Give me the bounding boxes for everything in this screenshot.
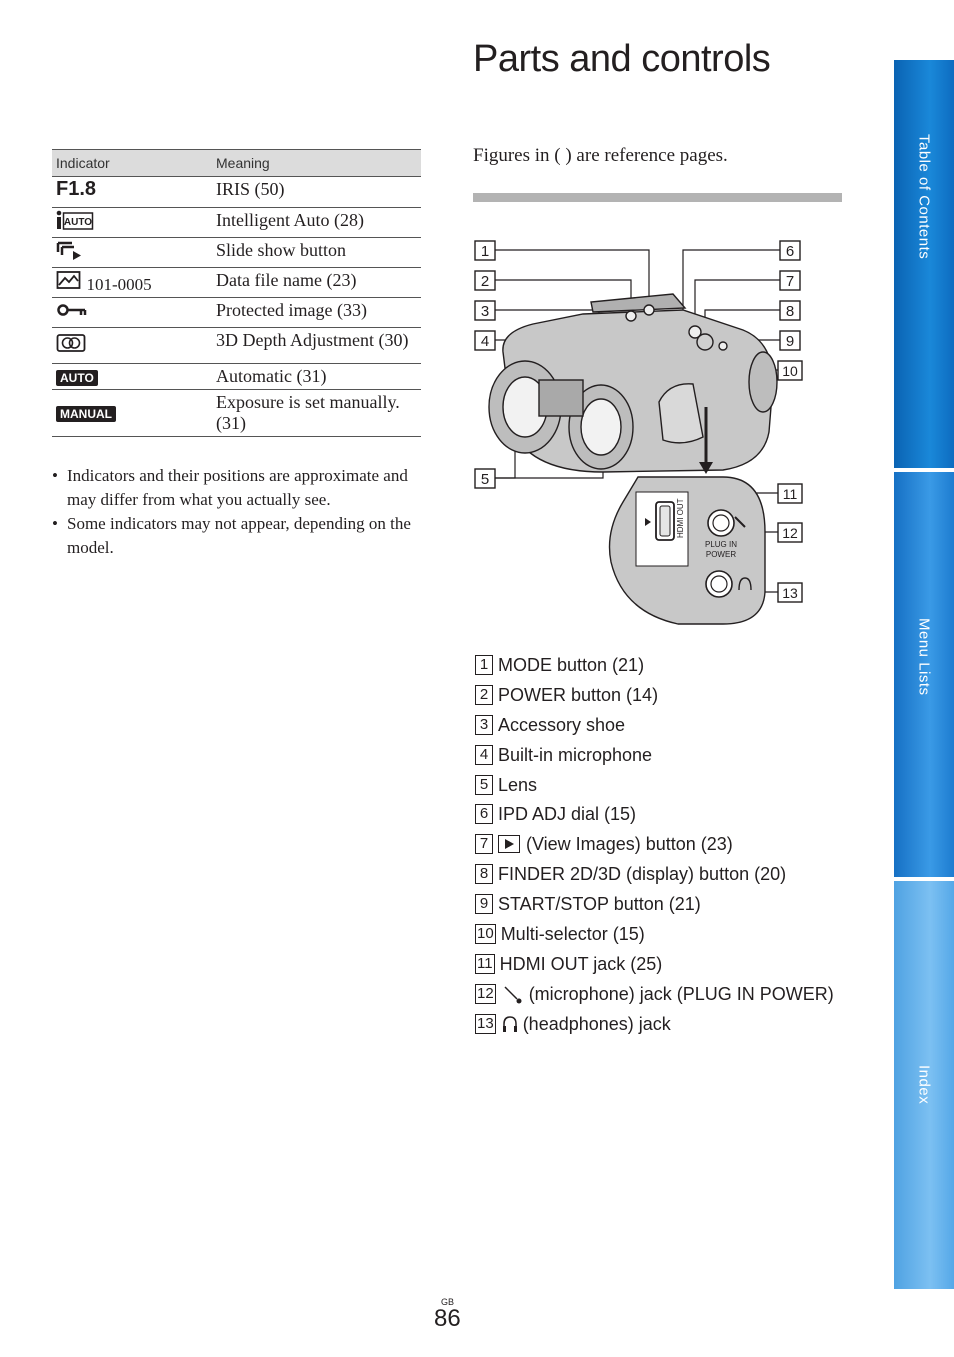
- table-header-row: [52, 150, 421, 177]
- meaning-cell: 3D Depth Adjustment (30): [212, 328, 421, 364]
- list-item: 13 (headphones) jack: [477, 1013, 671, 1034]
- table-row: [52, 364, 421, 390]
- protect-key-icon: [56, 300, 88, 320]
- meaning-cell: Protected image (33): [212, 298, 421, 328]
- svg-text:2: 2: [480, 273, 490, 290]
- tab-index[interactable]: Index: [894, 881, 954, 1289]
- headphones-icon: [501, 1014, 519, 1034]
- 3d-depth-icon: [56, 330, 86, 356]
- svg-text:9: 9: [785, 333, 795, 350]
- plug-in-label: PLUG IN: [704, 540, 738, 549]
- callout-11: [778, 484, 802, 503]
- page-title: Parts and controls: [473, 38, 771, 80]
- svg-text:6: 6: [785, 243, 795, 260]
- list-item: 4 Built-in microphone: [475, 740, 834, 770]
- svg-text:3: 3: [480, 303, 490, 320]
- svg-text:13: 13: [782, 585, 798, 601]
- svg-text:8: 8: [785, 303, 795, 320]
- list-item: 12 (microphone) jack (PLUG IN POWER): [477, 983, 834, 1004]
- play-icon: [498, 835, 520, 853]
- meaning-cell: Data file name (23): [212, 268, 421, 298]
- manual-badge: MANUAL: [56, 406, 116, 422]
- auto-badge: AUTO: [56, 370, 98, 386]
- slide-show-icon: [56, 240, 86, 260]
- parts-list: [475, 650, 834, 1039]
- list-item: 7 (View Images) button (23): [475, 829, 834, 859]
- table-row: [52, 390, 421, 437]
- table-row: [52, 298, 421, 328]
- svg-text:1: 1: [480, 243, 490, 260]
- connector-panel: [610, 477, 766, 624]
- notes-list: [52, 464, 422, 560]
- meaning-cell: IRIS (50): [212, 177, 421, 208]
- meaning-cell: Slide show button: [212, 238, 421, 268]
- list-item: 3 Accessory shoe: [475, 710, 834, 740]
- callout-9: [780, 331, 800, 350]
- power-label: POWER: [705, 550, 737, 559]
- list-item: 9 START/STOP button (21): [475, 889, 834, 919]
- file-number: 101-0005: [86, 275, 152, 294]
- table-row: [52, 177, 421, 208]
- list-item: 2 POWER button (14): [475, 680, 834, 710]
- microphone-icon: [501, 984, 525, 1004]
- meaning-cell: Exposure is set manually. (31): [212, 390, 421, 437]
- callout-12: [778, 523, 802, 542]
- list-item: 6 IPD ADJ dial (15): [475, 799, 834, 829]
- svg-text:7: 7: [785, 273, 795, 290]
- note-item: • Some indicators may not appear, depending on the model.: [52, 512, 422, 560]
- reference-note: Figures in ( ) are reference pages.: [473, 145, 728, 166]
- svg-text:4: 4: [480, 333, 490, 350]
- table-row: [52, 328, 421, 364]
- list-item: 5 Lens: [475, 770, 834, 800]
- camera-body: [489, 294, 777, 472]
- callout-5: [475, 469, 495, 488]
- data-file-icon: [56, 270, 82, 290]
- callout-3: [475, 301, 495, 320]
- list-item: 8 FINDER 2D/3D (display) button (20): [475, 859, 834, 889]
- list-item: 10 Multi-selector (15): [477, 923, 645, 944]
- callout-1: [475, 241, 495, 260]
- svg-text:10: 10: [782, 363, 798, 379]
- callout-2: [475, 271, 495, 290]
- svg-text:5: 5: [480, 471, 490, 488]
- tab-table-of-contents[interactable]: Table of Contents: [894, 60, 954, 468]
- svg-text:12: 12: [782, 525, 798, 541]
- hdmi-label: HDMI OUT: [676, 498, 685, 538]
- callout-10: [778, 361, 802, 380]
- svg-text:11: 11: [782, 486, 798, 502]
- camera-diagram: [473, 232, 843, 632]
- callout-6: [780, 241, 800, 260]
- list-item: 1 MODE button (21): [475, 650, 834, 680]
- indicator-table: [52, 149, 421, 437]
- intelligent-auto-icon: [56, 210, 94, 230]
- callout-7: [780, 271, 800, 290]
- meaning-cell: Intelligent Auto (28): [212, 208, 421, 238]
- table-row: [52, 268, 421, 298]
- callout-4: [475, 331, 495, 350]
- callout-8: [780, 301, 800, 320]
- callout-13: [778, 583, 802, 602]
- note-item: • Indicators and their positions are approximate and may differ from what you actually see.: [52, 464, 422, 512]
- region-code: GB: [441, 1297, 455, 1307]
- table-row: [52, 208, 421, 238]
- column-header-meaning: Meaning: [212, 150, 421, 177]
- iris-indicator: F1.8: [56, 178, 97, 200]
- meaning-cell: Automatic (31): [212, 364, 421, 390]
- section-divider: [473, 193, 842, 202]
- table-row: [52, 238, 421, 268]
- list-item: 11 HDMI OUT jack (25): [477, 953, 663, 974]
- svg-text:AUTO: AUTO: [63, 217, 93, 228]
- tab-menu-lists[interactable]: Menu Lists: [894, 472, 954, 877]
- page-number: 86: [434, 1305, 461, 1332]
- column-header-indicator: Indicator: [52, 150, 212, 177]
